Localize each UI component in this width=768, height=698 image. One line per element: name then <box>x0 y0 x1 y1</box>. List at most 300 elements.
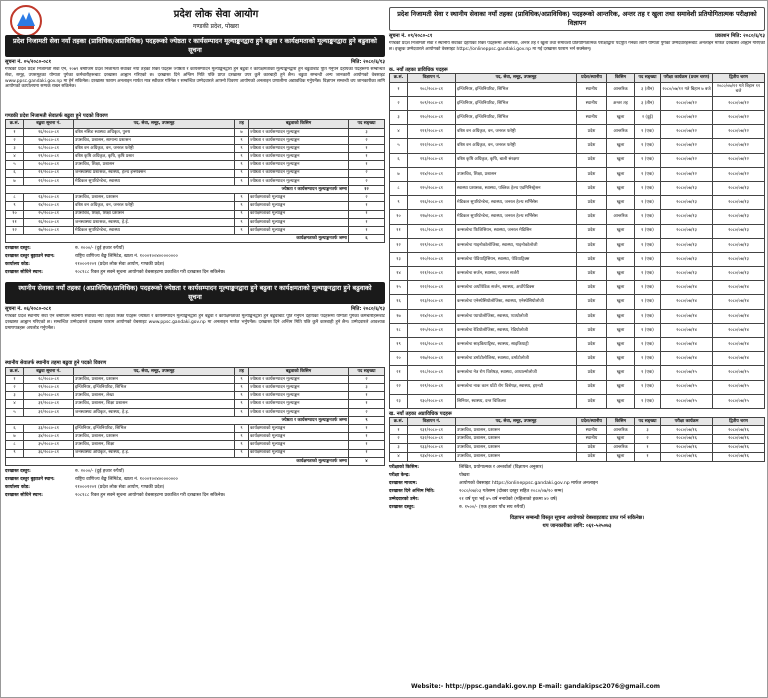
table-cell: खुला <box>607 196 635 210</box>
table-cell: स्थानीय <box>577 435 607 444</box>
table-cell: २ <box>349 375 385 383</box>
table-row <box>6 128 385 136</box>
table-cell: २०८०/०७/१२ <box>713 153 765 167</box>
notice-number: सूचना नं. ०५/२०८०-०८१ <box>5 58 52 65</box>
table-cell: ९ <box>235 433 249 441</box>
table-cell: १ (एक) <box>635 224 661 238</box>
table-cell: ९ <box>235 169 249 177</box>
table-cell: ११६/२०८०-८१ <box>408 196 456 210</box>
table-cell: २०८०/०७/१५ <box>713 380 765 394</box>
table-cell: १ <box>6 375 24 383</box>
section-nontechnical: ख. नयाँ तहका अप्राविधिक पदहरू <box>389 410 452 417</box>
table-cell: २२/२०८०-८१ <box>24 177 74 185</box>
table-cell: २०८०/०७/१४ <box>713 352 765 366</box>
column-header: परीक्षा कार्यक्रम (प्रथम चरण) <box>661 74 713 82</box>
table-cell: १ <box>390 82 408 96</box>
info-value: रु. २०००/- (दुई हजार रुपैयाँ) <box>75 246 125 252</box>
table-cell: २०८०/०७/१६ <box>713 452 765 461</box>
table-cell: २०/२०८०-८१ <box>24 161 74 169</box>
table-cell: १३३/२०८०-८१ <box>408 443 456 452</box>
table-cell: खुला <box>607 281 635 295</box>
table-cell: ११८/२०८०-८१ <box>408 224 456 238</box>
table-cell: २६/२०८०-८१ <box>24 218 74 226</box>
table-cell: ११ <box>6 218 24 226</box>
table-row <box>6 384 385 392</box>
website-line[interactable]: Website:- http://ppsc.gandaki.gov.np E-mail: gandakipsc2076@gmail.com <box>411 683 660 690</box>
table-cell: प्रदेश <box>577 352 607 366</box>
table-cell: प्रदेश <box>577 323 607 337</box>
table-cell: २०८०/०७/१३ <box>713 196 765 210</box>
table-cell: १८ <box>390 323 408 337</box>
table-row <box>390 366 765 380</box>
section-technical: क. नयाँ तहका प्राविधिक पदहरू <box>389 67 448 74</box>
table-cell: १ <box>349 392 385 400</box>
table-row <box>6 408 385 416</box>
table-cell: १ (एक) <box>635 380 661 394</box>
table-cell: १ (एक) <box>635 338 661 352</box>
table-cell: प्रदेश <box>577 295 607 309</box>
table-cell: ९ <box>235 210 249 218</box>
table-cell: ९ <box>235 145 249 153</box>
table-cell: २०८०/०७/१४ <box>713 281 765 295</box>
table-row <box>390 281 765 295</box>
info-row <box>5 477 385 485</box>
table-cell: २०८०/०७/१५ <box>661 380 713 394</box>
column-header: द्वितीय चरण <box>713 74 765 82</box>
table-cell: १० <box>6 210 24 218</box>
table-row <box>6 400 385 408</box>
table-cell: २२ <box>390 380 408 394</box>
table-cell: २०८०/०७/१३ <box>713 181 765 195</box>
table-cell: स्थानीय <box>577 111 607 125</box>
table-cell: जनस्वास्थ्य प्रशासक, स्वास्थ्य, हेल्थ इन्स्पेक्सन <box>74 169 235 177</box>
table-cell: १ (एक) <box>635 309 661 323</box>
total-label: ज्येष्ठता र कार्यसम्पादन मूल्याङ्कनतर्फ जम्मा <box>6 185 349 193</box>
table-cell: कार्यक्षमताको मूल्याङ्कन <box>249 226 349 234</box>
table-cell: जनस्वास्थ्य अधिकृत, स्वास्थ्य, हे.इ. <box>74 449 235 457</box>
table-cell: २०८०/०७/१३ <box>661 252 713 266</box>
table-cell: ज्येष्ठता र कार्यसम्पादन मूल्याङ्कन <box>249 169 349 177</box>
table-row <box>6 153 385 161</box>
table-cell: २०८०/०७/१२ <box>713 111 765 125</box>
table-cell: १७/२०८०-८१ <box>24 136 74 144</box>
table-row <box>6 202 385 210</box>
table-cell: १ <box>349 433 385 441</box>
table-cell: प्रदेश <box>577 309 607 323</box>
info-row <box>389 473 765 481</box>
table-cell: २०८०/०७/१३ <box>661 267 713 281</box>
info-value: लिखित, प्रयोगात्मक र अन्तर्वार्ता (विज्ञापन अनुसार) <box>459 464 544 470</box>
table-cell: ९ <box>6 202 24 210</box>
table-cell: खुला <box>607 267 635 281</box>
gandaki-emblem-icon <box>9 4 43 38</box>
table-cell: प्रदेश <box>577 224 607 238</box>
left-bottom-banner: स्थानीय सेवाका नयाँ तहका (अप्राविधिक/प्राविधिक) पदहरूको ज्येष्ठता र कार्यसम्पादन मूल्याङ्कनद्वारा हुने बढुवा र कार्यक्षमताको मूल्याङ्कनद्वारा हुने बढुवाको सूचना <box>5 282 385 304</box>
table-cell: खुला <box>607 309 635 323</box>
table-row <box>390 139 765 153</box>
table-cell: २०८०/०७/१६ <box>661 443 713 452</box>
table-cell: प्रदेश <box>577 366 607 380</box>
column-header: परीक्षा कार्यक्रम <box>661 418 713 426</box>
info-value: राष्ट्रिय वाणिज्य बैङ्क लिमिटेड, खाता नं. १०००१००४०००००००० <box>75 476 178 482</box>
table-cell: १०८/२०८०-८१ <box>408 82 456 96</box>
table-cell: १ <box>349 210 385 218</box>
table-cell: ३ <box>390 443 408 452</box>
table-cell: २०८०/०७/१४ <box>661 352 713 366</box>
column-header: बढुवाको किसिम <box>249 367 349 375</box>
table-cell: उपसचिव, प्रशासन, प्रशासन <box>456 443 577 452</box>
table-cell: खुला <box>607 366 635 380</box>
column-header: द्वितीय चरण <box>713 418 765 426</box>
total-label: कार्यक्षमताको मूल्याङ्कनतर्फ जम्मा <box>6 457 349 465</box>
table-cell: १९/२०८०-८१ <box>24 153 74 161</box>
info-label: दरखास्त दिने अन्तिम मिति: <box>389 488 435 494</box>
table-cell: खुला <box>607 295 635 309</box>
table-row <box>390 181 765 195</box>
table-cell: १ (एक) <box>635 267 661 281</box>
table-row <box>6 136 385 144</box>
table-cell: कार्यक्षमताको मूल्याङ्कन <box>249 433 349 441</box>
table-cell: २ <box>349 136 385 144</box>
table-cell: कार्यक्षमताको मूल्याङ्कन <box>249 425 349 433</box>
notice-date: मिति: २०८०/६/१३ <box>350 58 385 65</box>
table-cell: कार्यक्षमताको मूल्याङ्कन <box>249 449 349 457</box>
table-cell: १ <box>6 128 24 136</box>
exam-table-nontechnical <box>389 417 765 461</box>
info-label: दरखास्त दस्तुर: <box>389 504 415 510</box>
table-cell: उपसचिव, प्रशासन, प्रशासन <box>456 452 577 461</box>
table-cell: प्रदेश <box>577 196 607 210</box>
table-cell: कन्सल्टेन्ट नेत्र रोग विशेषज्ञ, स्वास्थ्य, अप्थाल्मोलोजी <box>456 366 577 380</box>
total-value: ९ <box>349 416 385 424</box>
total-value: १२ <box>349 185 385 193</box>
table-cell: कन्सल्टेन्ट फिजिसियन, स्वास्थ्य, जनरल मेडिसिन <box>456 224 577 238</box>
table-cell: उपसचिव, शिक्षा, प्रशासन <box>74 161 235 169</box>
info-value: रु. २०००/- (दुई हजार रुपैयाँ) <box>75 468 125 474</box>
table-cell: जनस्वास्थ्य प्रशासक, स्वास्थ्य, हे.ई. <box>74 218 235 226</box>
left-top-meta <box>5 59 385 65</box>
info-row <box>5 270 385 278</box>
column-header: किसिम <box>607 74 635 82</box>
column-header: पद, सेवा, समूह, उपसमूह <box>456 418 577 426</box>
table-cell: ९ <box>235 218 249 226</box>
table-cell: ३ <box>6 392 24 400</box>
table-cell: मेडिकल सुपरिटेन्डेन्ट, स्वास्थ्य <box>74 177 235 185</box>
table-cell: १ <box>349 400 385 408</box>
info-label: उम्मेदवारको उमेर: <box>389 496 419 502</box>
table-row <box>6 169 385 177</box>
table-cell: ९ <box>235 177 249 185</box>
table-cell: १२५/२०८०-८१ <box>408 323 456 337</box>
table-cell: कार्यक्षमताको मूल्याङ्कन <box>249 194 349 202</box>
table-cell: खुला <box>607 153 635 167</box>
table-cell: २७/२०८०-८१ <box>24 226 74 234</box>
info-value: राष्ट्रिय वाणिज्य बैङ्क लिमिटेड, खाता नं. १०००१००४०००००००० <box>75 254 178 260</box>
table-caption: गण्डकी प्रदेश निजामती सेवातर्फ बढुवा हुने पदको विवरण <box>5 113 108 120</box>
info-label: दरखास्त माध्यम: <box>389 480 418 486</box>
table-cell: २०८०/०७/१४ <box>713 295 765 309</box>
table-row <box>390 267 765 281</box>
table-cell: २५/२०८०-८१ <box>24 210 74 218</box>
table-cell: ज्येष्ठता र कार्यसम्पादन मूल्याङ्कन <box>249 177 349 185</box>
table-row <box>390 338 765 352</box>
table-cell: २०८०/०७/१४ <box>713 323 765 337</box>
table-cell: ९ <box>390 196 408 210</box>
table-cell: २०८०/०७/१५ <box>661 394 713 408</box>
table-row <box>6 210 385 218</box>
column-header: क्र.सं. <box>6 120 24 128</box>
table-cell: २०८०/०७/१५ <box>713 394 765 408</box>
table-row <box>390 394 765 408</box>
table-cell: इन्जिनियर, इन्जिनियरिङ, सिभिल <box>456 96 577 110</box>
table-cell: १ (एक) <box>635 295 661 309</box>
table-cell: ९ <box>235 384 249 392</box>
info-row <box>389 465 765 473</box>
table-cell: २०८०/०७/१२ <box>661 125 713 139</box>
total-row <box>6 457 385 465</box>
table-cell: कन्सल्टेन्ट साइकियाट्रिस्ट, स्वास्थ्य, साइकियाट्री <box>456 338 577 352</box>
table-cell: प्रदेश <box>577 125 607 139</box>
info-value: २०८१८८ रिक्त हुन सक्ने सूचना आयोगको वेबसाइटमा प्रकाशित गरी दरखास्त दिन सकिनेछ। <box>75 492 226 498</box>
table-cell: कन्सल्टेन्ट अर्थोपेडिक सर्जन, स्वास्थ्य, अर्थोपेडिक्स <box>456 281 577 295</box>
info-row <box>5 493 385 501</box>
table-cell: २०८०/०७/१३ <box>661 224 713 238</box>
table-cell: प्रदेश <box>577 238 607 252</box>
column-header: पद, सेवा, समूह, उपसमूह <box>456 74 577 82</box>
table-cell: कार्यक्षमताको मूल्याङ्कन <box>249 202 349 210</box>
info-value: २०८१८८ रिक्त हुन सक्ने सूचना आयोगको वेबसाइटमा प्रकाशित गरी दरखास्त दिन सकिनेछ। <box>75 270 226 276</box>
table-cell: खुला <box>607 323 635 337</box>
table-cell: उपसचिव, शिक्षा, शिक्षा प्रशासन <box>74 210 235 218</box>
table-cell: ५ <box>390 139 408 153</box>
table-cell: १०९/२०८०-८१ <box>408 96 456 110</box>
table-row <box>6 226 385 234</box>
table-cell: प्रदेश <box>577 443 607 452</box>
table-cell: ११२/२०८०-८१ <box>408 139 456 153</box>
notice-date: मिति: २०८०/६/१३ <box>350 306 385 313</box>
table-cell: खुला <box>607 435 635 444</box>
table-cell: १२ <box>6 226 24 234</box>
info-row <box>5 246 385 254</box>
table-cell: उपसचिव, प्रशासन, प्रशासन <box>456 426 577 435</box>
total-row <box>6 416 385 424</box>
table-cell: २९/२०८०-८१ <box>24 384 74 392</box>
table-cell: १ (एक) <box>635 238 661 252</box>
table-cell: ९ <box>235 136 249 144</box>
table-cell: खुला <box>607 352 635 366</box>
table-cell: २०८०/०७/१६ <box>713 426 765 435</box>
table-cell: कन्सल्टेन्ट एनेस्थेसियोलोजिस्ट, स्वास्थ्य, एनेस्थेसियोलोजी <box>456 295 577 309</box>
table-cell: कार्यक्षमताको मूल्याङ्कन <box>249 210 349 218</box>
table-cell: ३५/२०८०-८१ <box>24 441 74 449</box>
table-cell: कार्यक्षमताको मूल्याङ्कन <box>249 218 349 226</box>
table-cell: स्थानीय <box>577 426 607 435</box>
column-header: बढुवाको किसिम <box>249 120 349 128</box>
table-cell: ३ <box>390 111 408 125</box>
table-cell: ११३/२०८०-८१ <box>408 153 456 167</box>
table-row <box>390 435 765 444</box>
table-cell: प्रदेश <box>577 267 607 281</box>
table-cell: ११ <box>390 224 408 238</box>
table-cell: उपसचिव, प्रशासन, सामान्य प्रशासन <box>74 136 235 144</box>
table-cell: उपसचिव, प्रशासन, लेखा <box>74 392 235 400</box>
table-cell: २०८०/०७/१२ <box>713 125 765 139</box>
column-header: पद सङ्ख्या <box>349 367 385 375</box>
right-info <box>389 465 765 513</box>
left-top-banner: प्रदेश निजामती सेवा नयाँ तहका (प्राविधिक/अप्राविधिक) पदहरूको ज्येष्ठता र कार्यसम्पादन मूल्याङ्कनद्वारा हुने बढुवा र कार्यक्षमताको मूल्याङ्कनद्वारा हुने बढुवाको सूचना <box>5 35 385 57</box>
table-cell: ७ <box>6 433 24 441</box>
table-cell: आन्तरिक <box>607 210 635 224</box>
table-cell: १ (एक) <box>635 366 661 380</box>
right-column <box>389 7 765 529</box>
table-cell: २०८०/०७/१६ <box>713 443 765 452</box>
table-cell: ११४/२०८०-८१ <box>408 167 456 181</box>
table-cell: इन्जिनियर, इन्जिनियरिङ, सिभिल <box>456 111 577 125</box>
table-cell: १८/२०८०-८१ <box>24 145 74 153</box>
info-row <box>389 497 765 505</box>
table-row <box>6 218 385 226</box>
exam-table-technical <box>389 73 765 409</box>
table-cell: ११५/२०८०-८१ <box>408 181 456 195</box>
total-value: ४ <box>349 457 385 465</box>
table-cell: ११७/२०८०-८१ <box>408 210 456 224</box>
notice-date: प्रकाशन मिति: २०८०/६/१३ <box>715 32 765 39</box>
table-cell: खुला <box>607 452 635 461</box>
table-cell: १३०/२०८०-८१ <box>408 394 456 408</box>
column-header: बढुवा सूचना नं. <box>24 120 74 128</box>
table-cell: १ (एक) <box>635 167 661 181</box>
table-cell: ४ <box>390 452 408 461</box>
table-cell: २०८०/०७/१६ <box>661 435 713 444</box>
table-cell: ज्येष्ठता र कार्यसम्पादन मूल्याङ्कन <box>249 145 349 153</box>
table-cell: ३ <box>6 145 24 153</box>
info-row <box>389 489 765 497</box>
table-cell: सिनियर, स्वास्थ्य, दन्त चिकित्सा <box>456 394 577 408</box>
table-row <box>6 441 385 449</box>
table-cell: १२४/२०८०-८१ <box>408 309 456 323</box>
column-header: तह <box>235 120 249 128</box>
info-row <box>5 469 385 477</box>
commission-subtitle: गण्डकी प्रदेश, पोखरा <box>193 23 239 30</box>
left-column <box>5 35 385 501</box>
column-header: क्र.सं. <box>6 367 24 375</box>
table-cell: २०८०/०७/१२ <box>713 96 765 110</box>
table-row <box>390 125 765 139</box>
info-value: आयोगको वेबसाइट https://onlineppsc.gandaki.gov.np मार्फत अनलाइन <box>459 480 598 486</box>
table-cell: १ <box>635 443 661 452</box>
table-cell: आन्तरिक <box>607 443 635 452</box>
table-row <box>390 167 765 181</box>
table-cell: १ (एक) <box>635 281 661 295</box>
table-cell: १ (एक) <box>635 210 661 224</box>
table-cell: खुला <box>607 111 635 125</box>
table-cell: खुला <box>607 394 635 408</box>
table-cell: १ (एक) <box>635 252 661 266</box>
info-label: दरखास्त दस्तुर बुझाउने स्थान: <box>5 476 55 482</box>
info-value: पोखरा <box>459 472 470 478</box>
table-row <box>390 111 765 125</box>
table-cell: १ <box>349 218 385 226</box>
table-cell: २८/२०८०-८१ <box>24 375 74 383</box>
table-cell: ४ <box>390 125 408 139</box>
table-cell: २०८०/०७/१३ <box>661 210 713 224</box>
info-label: दरखास्त दस्तुर: <box>5 246 31 252</box>
table-cell: २०८०/०७/१२ गते बिहान ११ बजे <box>713 82 765 96</box>
info-row <box>5 485 385 493</box>
table-cell: इन्जिनियर, इन्जिनियरिङ, सिभिल <box>74 384 235 392</box>
table-caption: स्थानीय सेवातर्फ स्थानीय तहमा बढुवा हुने पदको विवरण <box>5 360 107 367</box>
table-cell: वरिष्ठ वन अधिकृत, वन, जनरल फरेष्ट्री <box>74 202 235 210</box>
table-cell: आन्तरिक <box>607 125 635 139</box>
table-row <box>390 210 765 224</box>
table-cell: १३४/२०८०-८१ <box>408 452 456 461</box>
table-cell: ६ <box>390 153 408 167</box>
right-banner: प्रदेश निजामती सेवा र स्थानीय सेवाका नयाँ तहका (प्राविधिक/अप्राविधिक) पदहरूको आन्तरिक, अन्तर तह र खुला तथा समावेशी प्रतियोगितात्मक परीक्षाको विज्ञापन <box>389 7 765 31</box>
table-cell: कन्सल्टेन्ट गाइनोकोलोजिस्ट, स्वास्थ्य, गाइनोकोलोजी <box>456 238 577 252</box>
table-cell: १३२/२०८०-८१ <box>408 435 456 444</box>
table-cell: कन्सल्टेन्ट सर्जन, स्वास्थ्य, जनरल सर्जरी <box>456 267 577 281</box>
table-row <box>390 452 765 461</box>
table-cell: ८ <box>6 194 24 202</box>
table-cell: २०८०/०७/१४ <box>713 309 765 323</box>
table-cell: ज्येष्ठता र कार्यसम्पादन मूल्याङ्कन <box>249 375 349 383</box>
table-cell: ८ <box>6 441 24 449</box>
table-cell: ७ <box>390 167 408 181</box>
column-header: विज्ञापन नं. <box>408 74 456 82</box>
table-cell: ९ <box>235 392 249 400</box>
table-cell: २०८०/०७/१३ <box>713 252 765 266</box>
table-cell: १ <box>349 425 385 433</box>
contact-line: थप जानकारीका लागि: ०६१-५२५०७३ <box>542 522 612 529</box>
table-cell: १ <box>349 441 385 449</box>
table-cell: आन्तरिक <box>607 82 635 96</box>
table-cell: १ <box>349 226 385 234</box>
table-cell: १३१/२०८०-८१ <box>408 426 456 435</box>
table-cell: ३ <box>349 128 385 136</box>
table-row <box>390 96 765 110</box>
table-cell: ज्येष्ठता र कार्यसम्पादन मूल्याङ्कन <box>249 384 349 392</box>
table-cell: २ <box>349 194 385 202</box>
column-header: प्रदेश/स्थानीय <box>577 74 607 82</box>
info-value: २१ वर्ष पूरा भई ४५ वर्ष ननाघेको (महिलाको हकमा ४० वर्ष) <box>459 496 558 502</box>
table-cell: ३४/२०८०-८१ <box>24 433 74 441</box>
table-cell: २ (दुई) <box>635 111 661 125</box>
table-cell: इन्जिनियर, इन्जिनियरिङ, सिभिल <box>456 82 577 96</box>
table-cell: ९ <box>235 425 249 433</box>
table-cell: १६/२०८०-८१ <box>24 128 74 136</box>
table-row <box>6 449 385 457</box>
info-value: २१०००१२०१ (प्रदेश लोक सेवा आयोग, गण्डकी प्रदेश) <box>75 484 165 490</box>
table-row <box>390 196 765 210</box>
table-cell: २०८०/०७/१३ <box>713 224 765 238</box>
table-cell: ८ <box>390 181 408 195</box>
table-cell: कन्सल्टेन्ट पेडियाट्रिसियन, स्वास्थ्य, पेडियाट्रिक्स <box>456 252 577 266</box>
table-cell: १७ <box>390 309 408 323</box>
table-cell: १५ <box>390 281 408 295</box>
table-cell: स्वास्थ्य प्रशासक, स्वास्थ्य, पब्लिक हेल्थ एडमिनिस्ट्रेसन <box>456 181 577 195</box>
table-cell: ३३/२०८०-८१ <box>24 425 74 433</box>
footer-note: विज्ञापन सम्बन्धी विस्तृत सूचना आयोगको वेबसाइटबाट प्राप्त गर्न सकिनेछ। <box>509 514 645 521</box>
table-cell: उपसचिव, प्रशासन, प्रशासन <box>74 375 235 383</box>
notice-body: गण्डकी प्रदेश निजामती सेवा र स्थानीय सेवाका देहायका रिक्त पदहरूमा आन्तरिक, अन्तर तह र खुला तथा समावेशी प्रतियोगितात्मक परीक्षाद्वारा पदपूर्ति गर्नका लागि योग्यता पुगेका उम्मेदवारहरूबाट अनलाइन मार्फत दरखास्त आह्वान गरिएको छ। इच्छुक उम्मेदवारले आयोगको वेबसाइट https://onlineppsc.gandaki.gov.np मा गई दरखास्त फाराम भर्न सक्नेछन्। <box>389 41 765 52</box>
table-cell: ९ <box>235 449 249 457</box>
table-cell: आन्तरिक <box>607 426 635 435</box>
table-cell: कन्सल्टेन्ट रेडियोलोजिस्ट, स्वास्थ्य, रेडियोलोजी <box>456 323 577 337</box>
table-cell: ९ <box>235 400 249 408</box>
table-cell: कन्सल्टेन्ट डर्माटोलोजिस्ट, स्वास्थ्य, डर्माटोलोजी <box>456 352 577 366</box>
table-row <box>6 375 385 383</box>
table-cell: २ <box>349 408 385 416</box>
